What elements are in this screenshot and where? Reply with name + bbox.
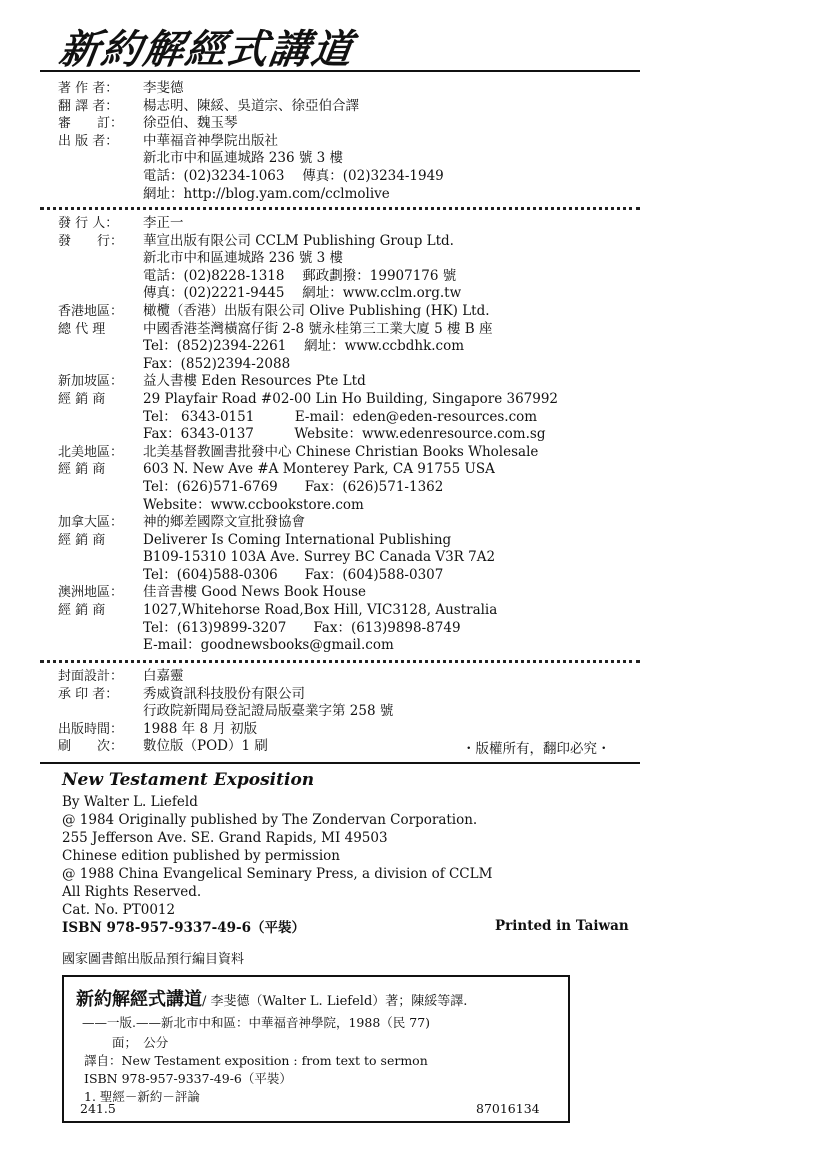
- info-row: [58, 602, 558, 620]
- field-value: 傳真：(02)2221-9445 網址：www.cclm.org.tw: [143, 285, 462, 302]
- field-value: 徐亞伯、魏玉琴: [143, 115, 238, 132]
- field-label: [58, 567, 143, 585]
- english-line: All Rights Reserved.: [62, 884, 202, 900]
- english-line: By Walter L. Liefeld: [62, 794, 198, 810]
- info-row: [58, 461, 558, 479]
- field-value: Tel： 6343-0151 E-mail：eden@eden-resources.com: [143, 408, 538, 425]
- field-value: Tel：(852)2394-2261 網址：www.ccbdhk.com: [143, 338, 465, 355]
- field-label: 審 訂：: [58, 116, 124, 132]
- info-row: [58, 133, 444, 151]
- cip-pages: 面； 公分: [112, 1035, 169, 1050]
- field-label: [58, 620, 143, 638]
- field-label: [58, 268, 143, 286]
- production-section: [58, 668, 393, 756]
- credits-section: [58, 80, 444, 203]
- cip-title: 新約解經式講道: [76, 989, 202, 1010]
- field-value: Tel：(626)571-6769 Fax：(626)571-1362: [143, 478, 444, 495]
- field-label: 封面設計：: [58, 669, 124, 684]
- field-label: [58, 150, 143, 168]
- info-row: [58, 444, 558, 462]
- field-value: 李斐德: [143, 80, 184, 96]
- field-label: 翻 譯 者：: [58, 98, 119, 114]
- field-value: 佳音書樓 Good News Book House: [143, 584, 367, 601]
- info-row: [58, 373, 558, 391]
- cip-edition: ——一版.——新北市中和區：中華福音神學院，1988（民 77): [82, 1015, 431, 1030]
- info-row: [58, 250, 558, 268]
- info-row: [58, 285, 558, 303]
- field-value: 電話：(02)8228-1318 郵政劃撥：19907176 號: [143, 267, 457, 284]
- field-label: [58, 426, 143, 444]
- info-row: [58, 620, 558, 638]
- cip-heading: 國家圖書館出版品預行編目資料: [62, 952, 245, 967]
- info-row: [58, 686, 393, 704]
- field-label: 出 版 者：: [58, 133, 119, 149]
- section-rule: [40, 762, 640, 764]
- english-line: Cat. No. PT0012: [62, 902, 176, 918]
- info-row: [58, 233, 558, 251]
- field-label: 香港地區：: [58, 303, 124, 319]
- cip-class-number: 241.5: [80, 1101, 116, 1116]
- info-row: [58, 703, 393, 721]
- info-row: [58, 479, 558, 497]
- field-label: [58, 497, 143, 515]
- rights-notice: ・版權所有，翻印必究・: [462, 741, 611, 757]
- cip-subject: 1. 聖經－新約－評論: [84, 1089, 200, 1104]
- field-value: Fax：(852)2394-2088: [143, 355, 291, 372]
- field-value: 橄欖（香港）出版有限公司 Olive Publishing (HK) Ltd.: [143, 302, 490, 319]
- field-label: [58, 338, 143, 356]
- field-value: 白嘉靈: [143, 668, 184, 684]
- field-label: [58, 168, 143, 186]
- field-label: [58, 285, 143, 303]
- field-value: Tel：(604)588-0306 Fax：(604)588-0307: [143, 566, 444, 583]
- field-value: 楊志明、陳綏、吳道宗、徐亞伯合譯: [143, 97, 359, 114]
- field-label: [58, 356, 143, 374]
- english-title: New Testament Exposition: [62, 770, 315, 790]
- book-title: 新約解經式講道: [56, 26, 357, 73]
- field-label: 加拿大區：: [58, 515, 124, 531]
- field-value: E-mail：goodnewsbooks@gmail.com: [143, 637, 394, 654]
- field-value: 新北市中和區連城路 236 號 3 樓: [143, 150, 344, 167]
- info-row: [58, 738, 393, 756]
- field-label: [58, 703, 143, 721]
- field-value: 秀威資訊科技股份有限公司: [143, 685, 305, 702]
- field-label: [58, 250, 143, 268]
- field-label: 著 作 者：: [58, 81, 119, 96]
- cip-record-box: [62, 975, 570, 1123]
- english-line: Chinese edition published by permission: [62, 848, 340, 864]
- field-value: 益人書樓 Eden Resources Pte Ltd: [143, 373, 366, 390]
- info-row: [58, 80, 444, 98]
- field-value: 1988 年 8 月 初版: [143, 720, 258, 737]
- field-value: 行政院新聞局登記證局版臺業字第 258 號: [143, 703, 394, 720]
- info-row: [58, 338, 558, 356]
- field-label: 出版時間：: [58, 721, 124, 737]
- field-value: Deliverer Is Coming International Publishing: [143, 531, 452, 548]
- info-row: [58, 303, 558, 321]
- info-row: [58, 668, 393, 686]
- field-label: 經 銷 商: [58, 603, 106, 619]
- english-credits: [62, 793, 492, 937]
- field-value: 數位版（POD）1 刷: [143, 738, 268, 755]
- info-row: [58, 215, 558, 233]
- info-row: [58, 514, 558, 532]
- english-line: @ 1988 China Evangelical Seminary Press, a division of CCLM: [62, 866, 493, 882]
- field-value: B109-15310 103A Ave. Surrey BC Canada V3R 7A2: [143, 549, 496, 566]
- info-row: [58, 98, 444, 116]
- field-value: 電話：(02)3234-1063 傳真：(02)3234-1949: [143, 167, 444, 184]
- info-row: [58, 637, 558, 655]
- field-label: 發 行：: [58, 233, 124, 249]
- info-row: [58, 567, 558, 585]
- field-value: 1027,Whitehorse Road,Box Hill, VIC3128, Australia: [143, 602, 498, 619]
- field-value: 神的鄉差國際文宣批發協會: [143, 514, 305, 531]
- english-line: @ 1984 Originally published by The Zondervan Corporation.: [62, 812, 478, 828]
- title-rule: [40, 70, 640, 72]
- field-label: 經 銷 商: [58, 391, 106, 407]
- info-row: [58, 321, 558, 339]
- field-label: 北美地區：: [58, 444, 124, 460]
- info-row: [58, 268, 558, 286]
- field-label: 承 印 者：: [58, 686, 119, 702]
- field-label: [58, 186, 143, 204]
- distribution-section: [58, 215, 558, 655]
- field-label: 澳洲地區：: [58, 585, 124, 601]
- field-value: 29 Playfair Road #02-00 Lin Ho Building, Singapore 367992: [143, 390, 559, 407]
- field-label: 新加坡區：: [58, 374, 124, 390]
- field-label: [58, 479, 143, 497]
- field-value: 新北市中和區連城路 236 號 3 樓: [143, 250, 344, 267]
- info-row: [58, 356, 558, 374]
- info-row: [58, 409, 558, 427]
- field-value: 中國香港荃灣橫窩仔街 2-8 號永桂第三工業大廈 5 樓 B 座: [143, 320, 493, 337]
- field-label: 發 行 人：: [58, 216, 119, 231]
- cip-author: / 李斐德（Walter L. Liefeld）著；陳綏等譯.: [202, 994, 468, 1009]
- printed-in: Printed in Taiwan: [495, 918, 629, 934]
- english-line: 255 Jefferson Ave. SE. Grand Rapids, MI 49503: [62, 830, 388, 846]
- info-row: [58, 391, 558, 409]
- info-row: [58, 497, 558, 515]
- english-line: ISBN 978-957-9337-49-6（平裝）: [62, 920, 306, 936]
- info-row: [58, 186, 444, 204]
- cip-translated-from: 譯自：New Testament exposition : from text to sermon: [84, 1053, 428, 1068]
- field-value: 華宣出版有限公司 CCLM Publishing Group Ltd.: [143, 232, 454, 249]
- field-value: 李正一: [143, 215, 184, 231]
- field-label: [58, 409, 143, 427]
- field-value: Tel：(613)9899-3207 Fax：(613)9898-8749: [143, 619, 461, 636]
- info-row: [58, 115, 444, 133]
- cip-record-number: 87016134: [476, 1101, 540, 1116]
- cip-isbn: ISBN 978-957-9337-49-6（平裝）: [84, 1071, 292, 1086]
- info-row: [58, 549, 558, 567]
- cip-title-line: [76, 985, 467, 1011]
- info-row: [58, 532, 558, 550]
- field-value: 網址：http://blog.yam.com/cclmolive: [143, 185, 390, 202]
- field-label: 刷 次：: [58, 739, 124, 755]
- field-value: 中華福音神學院出版社: [143, 132, 278, 149]
- field-value: 北美基督教圖書批發中心 Chinese Christian Books Wholesale: [143, 443, 539, 460]
- field-label: 經 銷 商: [58, 532, 106, 548]
- info-row: [58, 426, 558, 444]
- field-label: 經 銷 商: [58, 462, 106, 478]
- info-row: [58, 168, 444, 186]
- field-label: [58, 637, 143, 655]
- field-value: 603 N. New Ave #A Monterey Park, CA 91755 USA: [143, 461, 495, 478]
- divider: [40, 207, 640, 210]
- field-value: Website：www.ccbookstore.com: [143, 496, 364, 513]
- field-value: Fax：6343-0137 Website：www.edenresource.com.sg: [143, 426, 546, 443]
- field-label: 總 代 理: [58, 321, 106, 337]
- divider: [40, 660, 640, 663]
- info-row: [58, 721, 393, 739]
- field-label: [58, 549, 143, 567]
- info-row: [58, 150, 444, 168]
- info-row: [58, 584, 558, 602]
